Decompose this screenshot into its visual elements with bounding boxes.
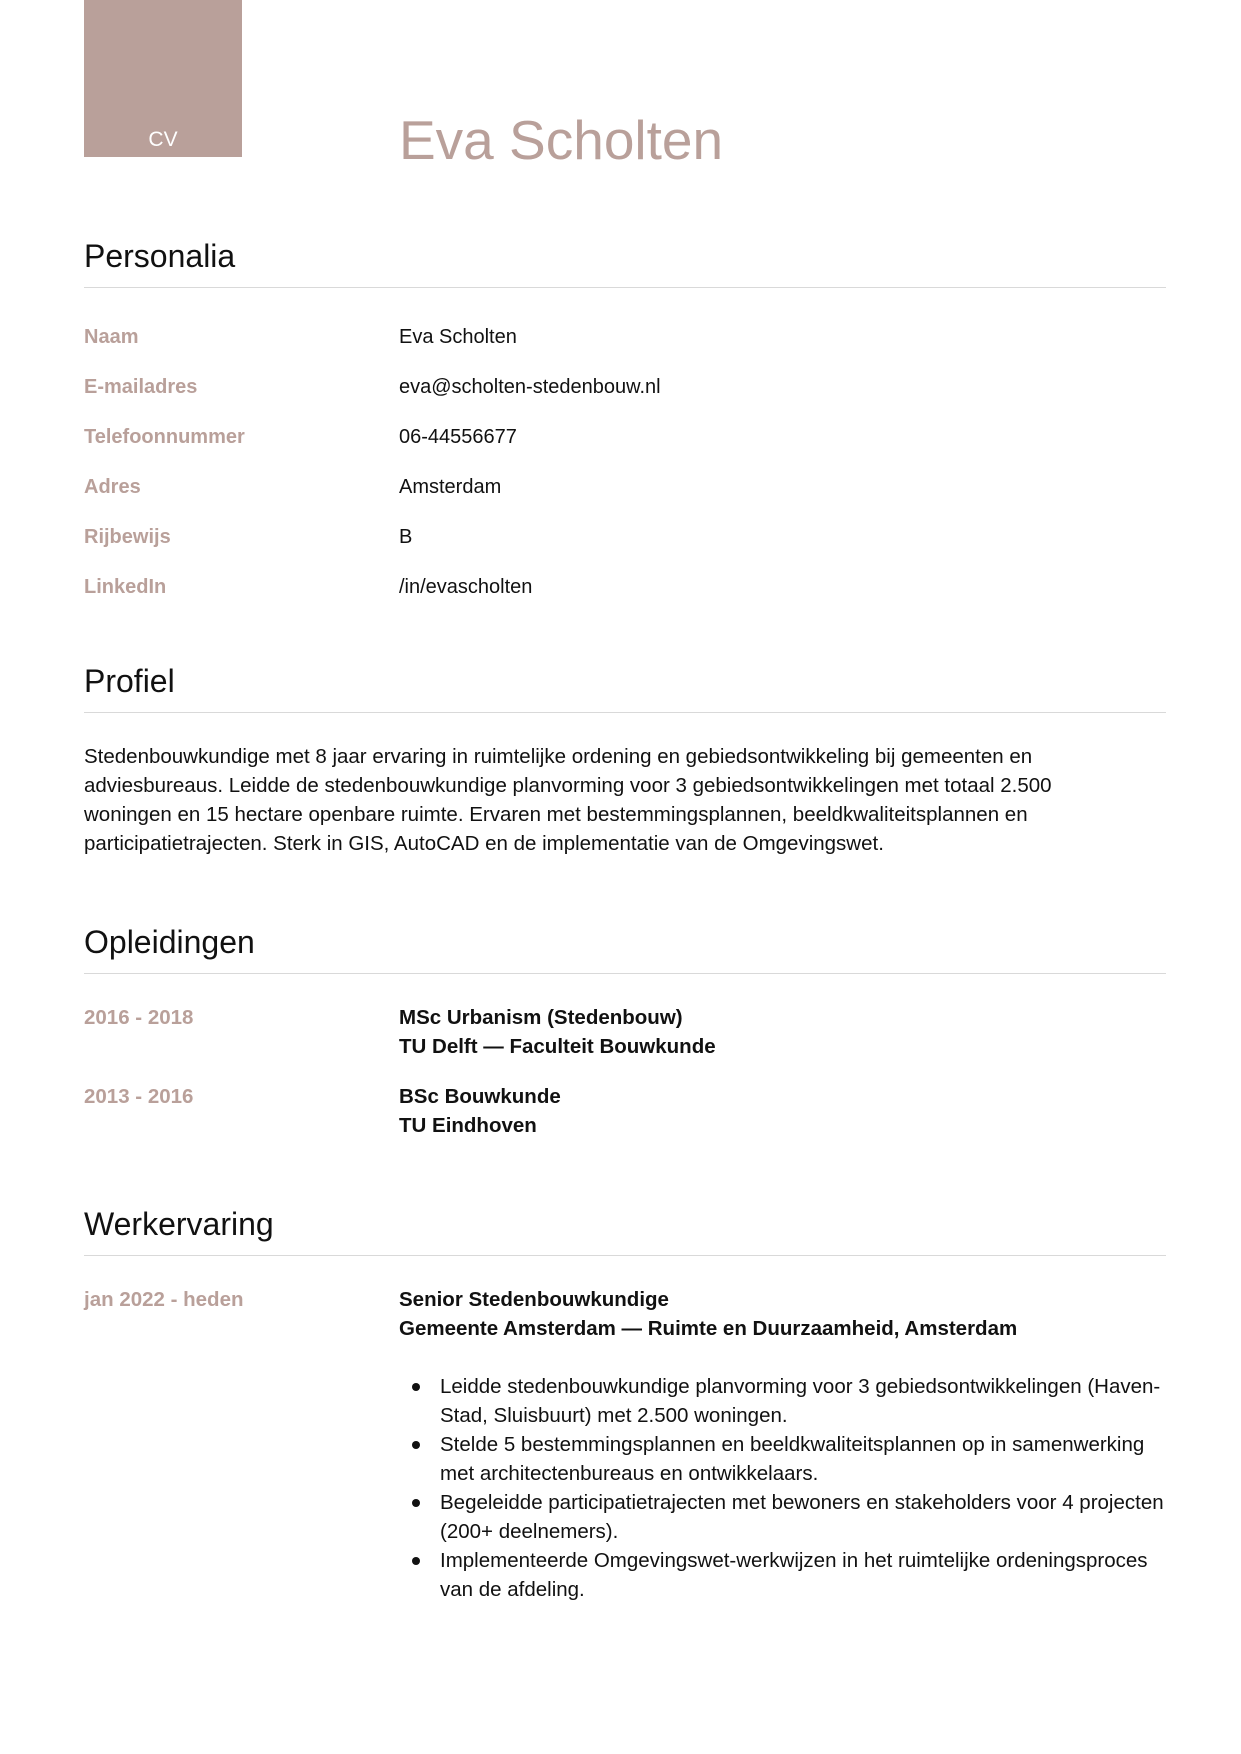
field-label: E-mailadres [84, 376, 198, 398]
list-item-text: Stelde 5 bestemmingsplannen en beeldkwaliteitsplannen op in samenwerking met architectenbureaus en ontwikkelaars. [440, 1433, 1145, 1485]
entry-degree: BSc Bouwkunde [399, 1085, 561, 1108]
personalia-row-telefoon [84, 424, 1166, 474]
field-label: Telefoonnummer [84, 426, 245, 448]
entry-body [399, 1082, 1166, 1140]
list-item-text: Leidde stedenbouwkundige planvorming voor 3 gebiedsontwikkelingen (Haven-Stad, Sluisbuurt) met 2.500 woningen. [440, 1375, 1161, 1427]
profiel-section [84, 661, 1166, 858]
opleidingen-section [84, 922, 1166, 1140]
education-entry [84, 1003, 1166, 1082]
list-item [440, 1546, 1166, 1604]
photo-placeholder [84, 0, 242, 157]
section-title-personalia: Personalia [84, 236, 1166, 288]
entry-employer: Gemeente Amsterdam — Ruimte en Duurzaamheid, Amsterdam [399, 1317, 1018, 1340]
entry-body [399, 1285, 1166, 1604]
experience-entry [84, 1285, 1166, 1604]
werkervaring-section [84, 1204, 1166, 1604]
email-value: eva@scholten-stedenbouw.nl [399, 376, 661, 398]
page-title: Eva Scholten [399, 109, 724, 171]
field-label: Naam [84, 326, 139, 348]
field-value: Amsterdam [399, 476, 502, 498]
list-item [440, 1372, 1166, 1430]
entry-degree: MSc Urbanism (Stedenbouw) [399, 1006, 683, 1029]
bullet-icon [412, 1441, 420, 1449]
list-item-text: Implementeerde Omgevingswet-werkwijzen in het ruimtelijke ordeningsproces van de afdeling. [440, 1549, 1148, 1601]
section-title-werkervaring: Werkervaring [84, 1204, 1166, 1256]
linkedin-value: /in/evascholten [399, 576, 533, 598]
field-label: Adres [84, 476, 141, 498]
personalia-row-naam [84, 324, 1166, 374]
entry-period: jan 2022 - heden [84, 1288, 244, 1311]
field-label: LinkedIn [84, 576, 167, 598]
personalia-row-email [84, 374, 1166, 424]
entry-period: 2016 - 2018 [84, 1006, 194, 1029]
personalia-row-adres [84, 474, 1166, 524]
phone-value: 06-44556677 [399, 426, 517, 448]
list-item-text: Begeleidde participatietrajecten met bewoners en stakeholders voor 4 projecten (200+ deelnemers). [440, 1491, 1164, 1543]
personalia-list [84, 288, 1166, 624]
bullet-icon [412, 1499, 420, 1507]
responsibilities-list [399, 1372, 1166, 1604]
personalia-section [84, 236, 1166, 624]
list-item [440, 1488, 1166, 1546]
entry-institution: TU Eindhoven [399, 1114, 537, 1137]
entry-institution: TU Delft — Faculteit Bouwkunde [399, 1035, 716, 1058]
field-value: Eva Scholten [399, 326, 517, 348]
field-label: Rijbewijs [84, 526, 171, 548]
photo-label: CV [148, 128, 178, 151]
experience-list [84, 1256, 1166, 1604]
personalia-row-rijbewijs [84, 524, 1166, 574]
entry-period: 2013 - 2016 [84, 1085, 194, 1108]
section-title-opleidingen: Opleidingen [84, 922, 1166, 974]
entry-body [399, 1003, 1166, 1061]
personalia-row-linkedin [84, 574, 1166, 624]
education-entry [84, 1082, 1166, 1140]
profile-text: Stedenbouwkundige met 8 jaar ervaring in ruimtelijke ordening en gebiedsontwikkeling bij gemeenten en adviesbureaus. Leidde de stedenbouwkundige planvorming voor 3 gebiedsontwikkelingen met totaal 2.500 woningen en 15 hectare openbare ruimte. Ervaren met bestemmingsplannen, beeldkwaliteitsplannen en participatietrajecten. Sterk in GIS, AutoCAD en de implementatie van de Omgevingswet. [84, 745, 1052, 855]
bullet-icon [412, 1557, 420, 1565]
section-title-profiel: Profiel [84, 661, 1166, 713]
bullet-icon [412, 1383, 420, 1391]
education-list [84, 974, 1166, 1140]
list-item [440, 1430, 1166, 1488]
entry-role: Senior Stedenbouwkundige [399, 1288, 669, 1311]
field-value: B [399, 526, 413, 548]
